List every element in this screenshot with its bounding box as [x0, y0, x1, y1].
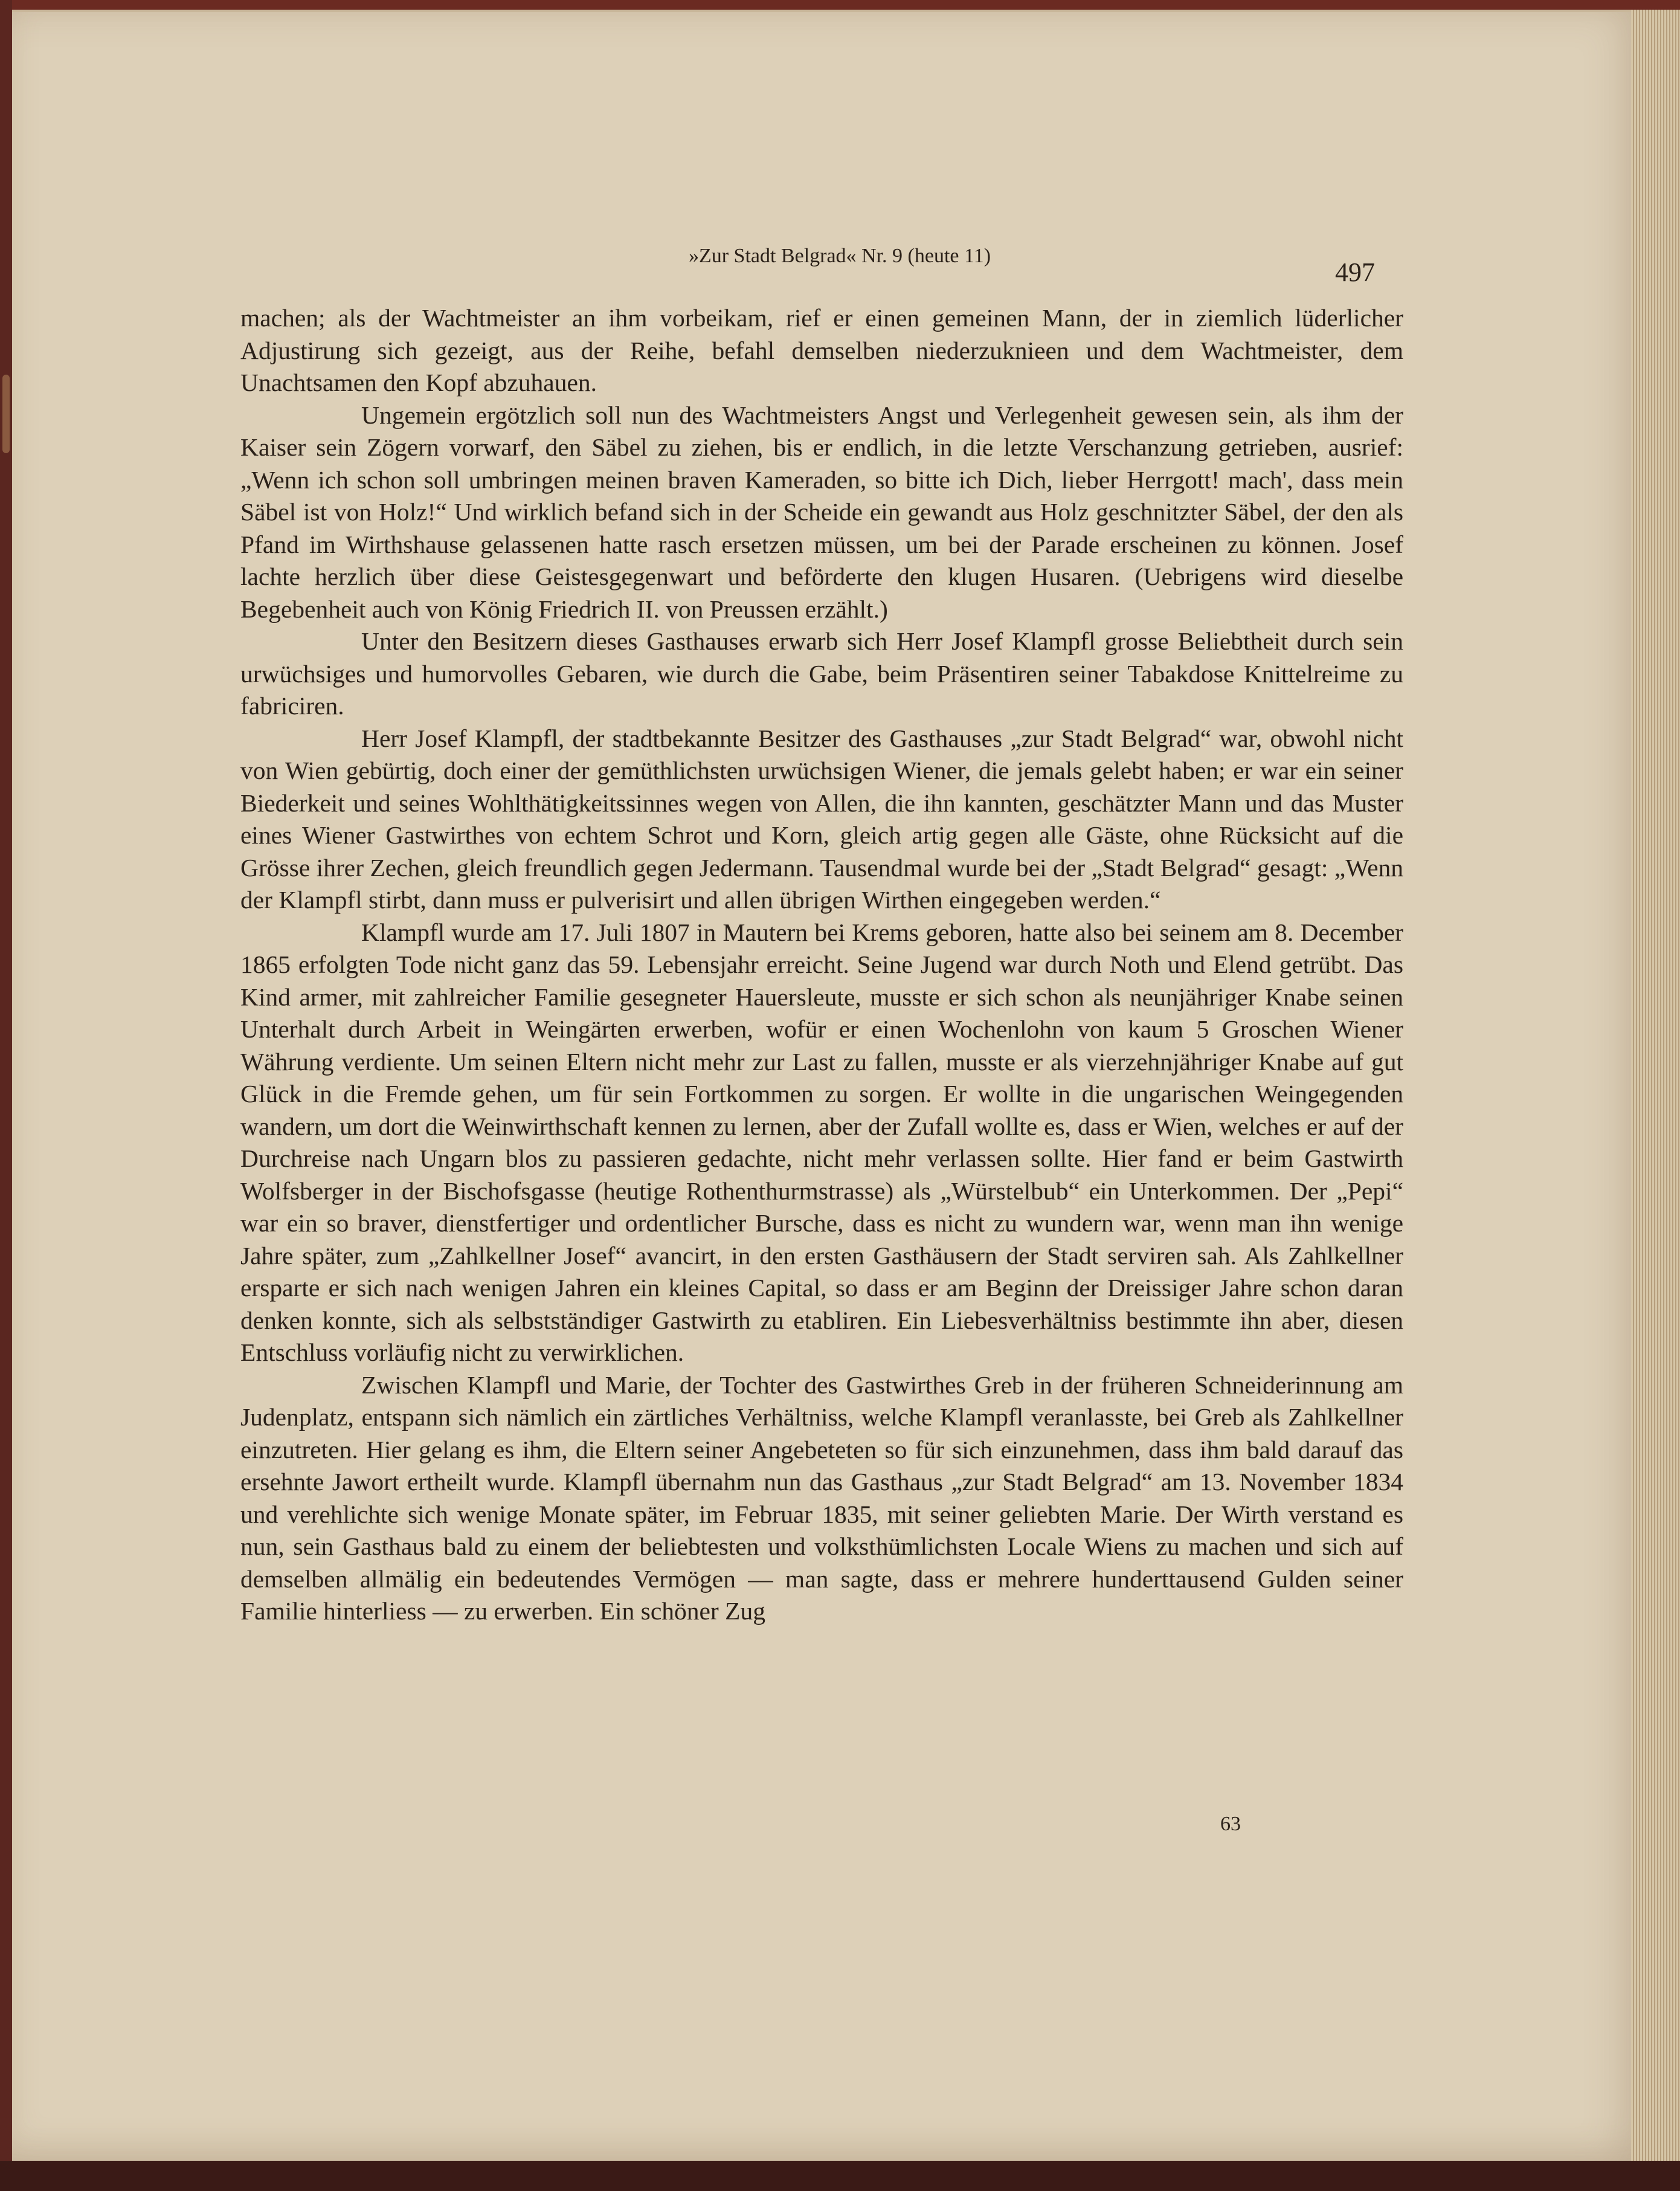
page-number: 497 — [1335, 257, 1375, 287]
binding-mark — [2, 375, 10, 453]
paragraph: Unter den Besitzern dieses Gasthauses erwarb sich Herr Josef Klampfl grosse Beliebtheit durch sein urwüchsiges und humorvolles Gebaren, wie durch die Gabe, beim Präsentiren seiner Tabakdose Knittelreime zu fabriciren. — [240, 627, 1403, 720]
body-text — [240, 302, 1403, 1628]
paragraph: Ungemein ergötzlich soll nun des Wachtmeisters Angst und Verlegenheit gewesen sein, als ihm der Kaiser sein Zögern vorwarf, den Säbel zu ziehen, bis er endlich, in die letzte Verschanzung getrieben, ausrief: „Wenn ich schon soll umbringen meinen braven Kameraden, so bitte ich Dich, lieber Herrgott! mach', dass mein Säbel ist von Holz!“ Und wirklich befand sich in der Scheide ein gewandt aus Holz geschnitzter Säbel, der den als Pfand im Wirthshause gelassenen hatte rasch ersetzen müssen, um bei der Parade erscheinen zu können. Josef lachte herzlich über diese Geistesgegenwart und beförderte den klugen Husaren. (Uebrigens wird dieselbe Begebenheit auch von König Friedrich II. von Preussen erzählt.) — [240, 401, 1403, 623]
running-header: »Zur Stadt Belgrad« Nr. 9 (heute 11) — [688, 245, 991, 267]
paragraph: machen; als der Wachtmeister an ihm vorbeikam, rief er einen gemeinen Mann, der in ziemlich lüderlicher Adjustirung sich gezeigt, aus der Reihe, befahl demselben niederzuknieen und dem Wachtmeister, dem Unachtsamen den Kopf abzuhauen. — [240, 304, 1403, 396]
paragraph: Herr Josef Klampfl, der stadtbekannte Besitzer des Gasthauses „zur Stadt Belgrad“ war, obwohl nicht von Wien gebürtig, doch einer der gemüthlichsten urwüchsigen Wiener, die jemals gelebt haben; er war ein seiner Biederkeit und seines Wohlthätigkeitssinnes wegen von Allen, die ihn kannten, geschätzter Mann und das Muster eines Wiener Gastwirthes von echtem Schrot und Korn, gleich artig gegen alle Gäste, ohne Rücksicht auf die Grösse ihrer Zechen, gleich freundlich gegen Jedermann. Tausendmal wurde bei der „Stadt Belgrad“ gesagt: „Wenn der Klampfl stirbt, dann muss er pulverisirt und allen übrigen Wirthen eingegeben werden.“ — [240, 724, 1403, 914]
sheet-signature: 63 — [1220, 1813, 1241, 1835]
bottom-shadow — [0, 2161, 1680, 2191]
page-edges — [1631, 10, 1680, 2161]
paragraph: Zwischen Klampfl und Marie, der Tochter des Gastwirthes Greb in der früheren Schneiderinnung am Judenplatz, entspann sich nämlich ein zärtliches Verhältniss, welche Klampfl veranlasste, bei Greb als Zahlkellner einzutreten. Hier gelang es ihm, die Eltern seiner Angebeteten so für sich einzunehmen, dass ihm bald darauf das ersehnte Jawort ertheilt wurde. Klampfl übernahm nun das Gasthaus „zur Stadt Belgrad“ am 13. November 1834 und verehlichte sich wenige Monate später, im Februar 1835, mit seiner geliebten Marie. Der Wirth verstand es nun, sein Gasthaus bald zu einem der beliebtesten und volksthümlichsten Locale Wiens zu machen und sich auf demselben allmälig ein bedeutendes Vermögen — man sagte, dass er mehrere hunderttausend Gulden seiner Familie hinterliess — zu erwerben. Ein schöner Zug — [240, 1370, 1403, 1625]
paragraph: Klampfl wurde am 17. Juli 1807 in Mautern bei Krems geboren, hatte also bei seinem am 8. December 1865 erfolgten Tode nicht ganz das 59. Lebensjahr erreicht. Seine Jugend war durch Noth und Elend getrübt. Das Kind armer, mit zahlreicher Familie gesegneter Hauersleute, musste er sich schon als neunjähriger Knabe seinen Unterhalt durch Arbeit in Weingärten erwerben, wofür er einen Wochenlohn von kaum 5 Groschen Wiener Währung verdiente. Um seinen Eltern nicht mehr zur Last zu fallen, musste er als vierzehnjähriger Knabe auf gut Glück in die Fremde gehen, um für sein Fortkommen zu sorgen. Er wollte in die ungarischen Weingegenden wandern, um dort die Weinwirthschaft kennen zu lernen, aber der Zufall wollte es, dass er Wien, welches er auf der Durchreise nach Ungarn blos zu passieren gedachte, nicht mehr verlassen sollte. Hier fand er beim Gastwirth Wolfsberger in der Bischofsgasse (heutige Rothenthurmstrasse) als „Würstelbub“ ein Unterkommen. Der „Pepi“ war ein so braver, dienstfertiger und ordentlicher Bursche, dass es nicht zu wundern war, wenn man ihn wenige Jahre später, zum „Zahlkellner Josef“ avancirt, in den ersten Gasthäusern der Stadt serviren sah. Als Zahlkellner ersparte er sich nach wenigen Jahren ein kleines Capital, so dass er am Beginn der Dreissiger Jahre schon daran denken konnte, sich als selbstständiger Gastwirth zu etabliren. Ein Liebesverhältniss bestimmte ihn aber, diesen Entschluss vorläufig nicht zu verwirklichen. — [240, 918, 1403, 1366]
book-binding — [0, 0, 12, 2191]
